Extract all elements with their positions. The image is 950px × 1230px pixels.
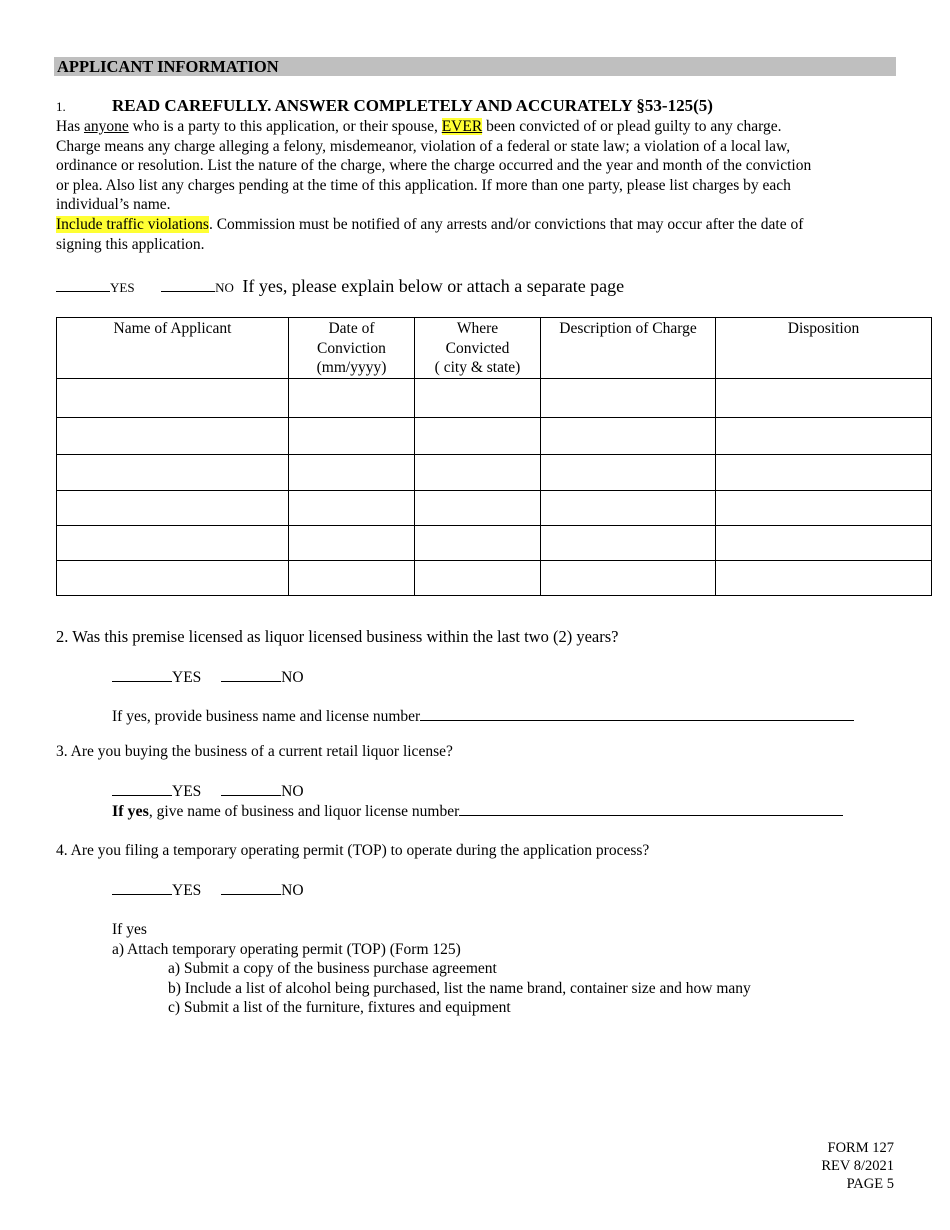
table-row [57, 490, 932, 525]
table-cell[interactable] [289, 525, 415, 560]
question-3-text: 3. Are you buying the business of a current retail liquor license? [56, 743, 453, 760]
question-1-title: READ CAREFULLY. ANSWER COMPLETELY AND ACCURATELY §53-125(5) [112, 96, 713, 115]
question-2-yes-no-row [112, 667, 304, 688]
q1-text-convicted: been convicted of or plead guilty to any charge. [482, 118, 782, 135]
question-2-follow-up [112, 706, 854, 727]
table-cell[interactable] [289, 417, 415, 454]
q4-no-blank[interactable] [221, 880, 281, 895]
q4-if-yes: If yes [112, 921, 147, 938]
q1-text-anyone: anyone [83, 118, 129, 135]
q1-text-ever-highlight: EVER [441, 118, 483, 135]
q1-line-1 [56, 117, 901, 137]
table-cell[interactable] [57, 560, 289, 595]
q4-item-a: a) Attach temporary operating permit (TOP) (Form 125) [112, 940, 461, 958]
q3-business-license-field[interactable] [459, 801, 843, 816]
q1-line-4: or plea. Also list any charges pending at the time of this application. If more than one party, please list charges by each [56, 176, 791, 194]
table-cell[interactable] [541, 454, 716, 490]
table-header-line: ( city & state) [434, 359, 521, 377]
table-header-cell [541, 318, 716, 379]
table-header-cell [415, 318, 541, 379]
table-cell[interactable] [716, 454, 932, 490]
table-cell[interactable] [57, 417, 289, 454]
q1-line-7: signing this application. [56, 235, 205, 253]
table-cell[interactable] [415, 525, 541, 560]
table-body [57, 378, 932, 595]
table-cell[interactable] [289, 378, 415, 417]
table-header-line: Conviction [317, 339, 386, 357]
table-header-line: Description of Charge [559, 320, 697, 337]
table-cell[interactable] [289, 490, 415, 525]
table-header-line: Disposition [787, 320, 860, 337]
q2-yes-label: YES [172, 669, 202, 686]
table-cell[interactable] [415, 490, 541, 525]
q1-yes-label: YES [110, 280, 135, 295]
q4-yes-label: YES [172, 882, 202, 899]
q1-explain-text: If yes, please explain below or attach a separate page [242, 276, 625, 296]
table-row [57, 560, 932, 595]
table-cell[interactable] [57, 454, 289, 490]
table-header-line: Convicted [445, 339, 510, 357]
table-cell[interactable] [415, 560, 541, 595]
q1-yes-blank[interactable] [56, 277, 110, 292]
table-header-line: Date of [328, 320, 375, 337]
question-3-yes-no-row [112, 781, 304, 802]
question-4-instructions [112, 920, 751, 1018]
question-3-follow-up [112, 801, 843, 822]
q3-yes-blank[interactable] [112, 781, 172, 796]
table-cell[interactable] [716, 378, 932, 417]
table-row [57, 454, 932, 490]
conviction-table [56, 317, 932, 596]
q2-follow-text: If yes, provide business name and license number [112, 708, 421, 725]
form-number: FORM 127 [827, 1140, 894, 1156]
q4-sub-item-c: c) Submit a list of the furniture, fixtures and equipment [168, 999, 511, 1017]
question-4-text: 4. Are you filing a temporary operating permit (TOP) to operate during the application process? [56, 842, 650, 859]
table-cell[interactable] [716, 417, 932, 454]
table-header-cell [57, 318, 289, 379]
q2-yes-blank[interactable] [112, 667, 172, 682]
table-cell[interactable] [57, 490, 289, 525]
table-cell[interactable] [415, 378, 541, 417]
table-header-line: Name of Applicant [113, 320, 232, 337]
section-header-bar [54, 57, 896, 76]
table-cell[interactable] [289, 560, 415, 595]
question-4 [56, 841, 649, 861]
q2-no-blank[interactable] [221, 667, 281, 682]
q1-text-has: Has [56, 118, 84, 135]
question-1-number: 1. [56, 99, 66, 114]
form-revision: REV 8/2021 [821, 1158, 894, 1174]
section-title: APPLICANT INFORMATION [57, 57, 279, 76]
table-row [57, 525, 932, 560]
question-2 [56, 627, 618, 648]
table-row [57, 417, 932, 454]
form-footer [821, 1139, 894, 1193]
question-1-text [56, 117, 901, 254]
table-cell[interactable] [57, 525, 289, 560]
table-row [57, 378, 932, 417]
q3-yes-label: YES [172, 783, 202, 800]
table-header-line: Where [456, 320, 499, 337]
table-cell[interactable] [716, 560, 932, 595]
q2-no-label: NO [281, 669, 304, 686]
page-number: PAGE 5 [846, 1176, 894, 1192]
q4-yes-blank[interactable] [112, 880, 172, 895]
q4-sub-item-b: b) Include a list of alcohol being purchased, list the name brand, container size and how many [168, 979, 751, 997]
table-cell[interactable] [541, 525, 716, 560]
question-3 [56, 742, 453, 762]
table-cell[interactable] [57, 378, 289, 417]
question-2-text: 2. Was this premise licensed as liquor licensed business within the last two (2) years? [56, 627, 619, 646]
table-header-cell [716, 318, 932, 379]
q1-no-label: NO [215, 280, 234, 295]
table-cell[interactable] [541, 417, 716, 454]
q1-line-3: ordinance or resolution. List the nature of the charge, where the charge occurred and the year and month of the conviction [56, 157, 812, 175]
question-1-yes-no-row [56, 275, 624, 299]
table-cell[interactable] [289, 454, 415, 490]
table-cell[interactable] [415, 417, 541, 454]
q1-line-6 [56, 215, 901, 235]
table-cell[interactable] [541, 378, 716, 417]
q3-no-blank[interactable] [221, 781, 281, 796]
table-header-cell [289, 318, 415, 379]
q1-text-party: who is a party to this application, or their spouse, [128, 118, 442, 135]
q3-if-yes-bold: If yes [112, 803, 149, 820]
table-header-line: (mm/yyyy) [316, 359, 387, 377]
question-4-yes-no-row [112, 880, 304, 901]
q3-follow-text: , give name of business and liquor license number [148, 803, 460, 820]
table-cell[interactable] [415, 454, 541, 490]
table-cell[interactable] [716, 490, 932, 525]
q4-sub-items [112, 959, 751, 1018]
q2-business-license-field[interactable] [420, 706, 854, 721]
q1-line-2: Charge means any charge alleging a felony, misdemeanor, violation of a federal or state law; a violation of a local law, [56, 137, 791, 155]
q1-line-5: individual’s name. [56, 196, 171, 214]
table-header-row [57, 318, 932, 379]
traffic-violations-highlight: Include traffic violations [56, 215, 209, 233]
q1-line-6-rest: . Commission must be notified of any arrests and/or convictions that may occur after the date of [208, 215, 804, 233]
q4-sub-item-a: a) Submit a copy of the business purchase agreement [168, 960, 497, 978]
table-cell[interactable] [541, 560, 716, 595]
q3-no-label: NO [281, 783, 304, 800]
q1-no-blank[interactable] [161, 277, 215, 292]
table-cell[interactable] [541, 490, 716, 525]
q4-no-label: NO [281, 882, 304, 899]
table-cell[interactable] [716, 525, 932, 560]
